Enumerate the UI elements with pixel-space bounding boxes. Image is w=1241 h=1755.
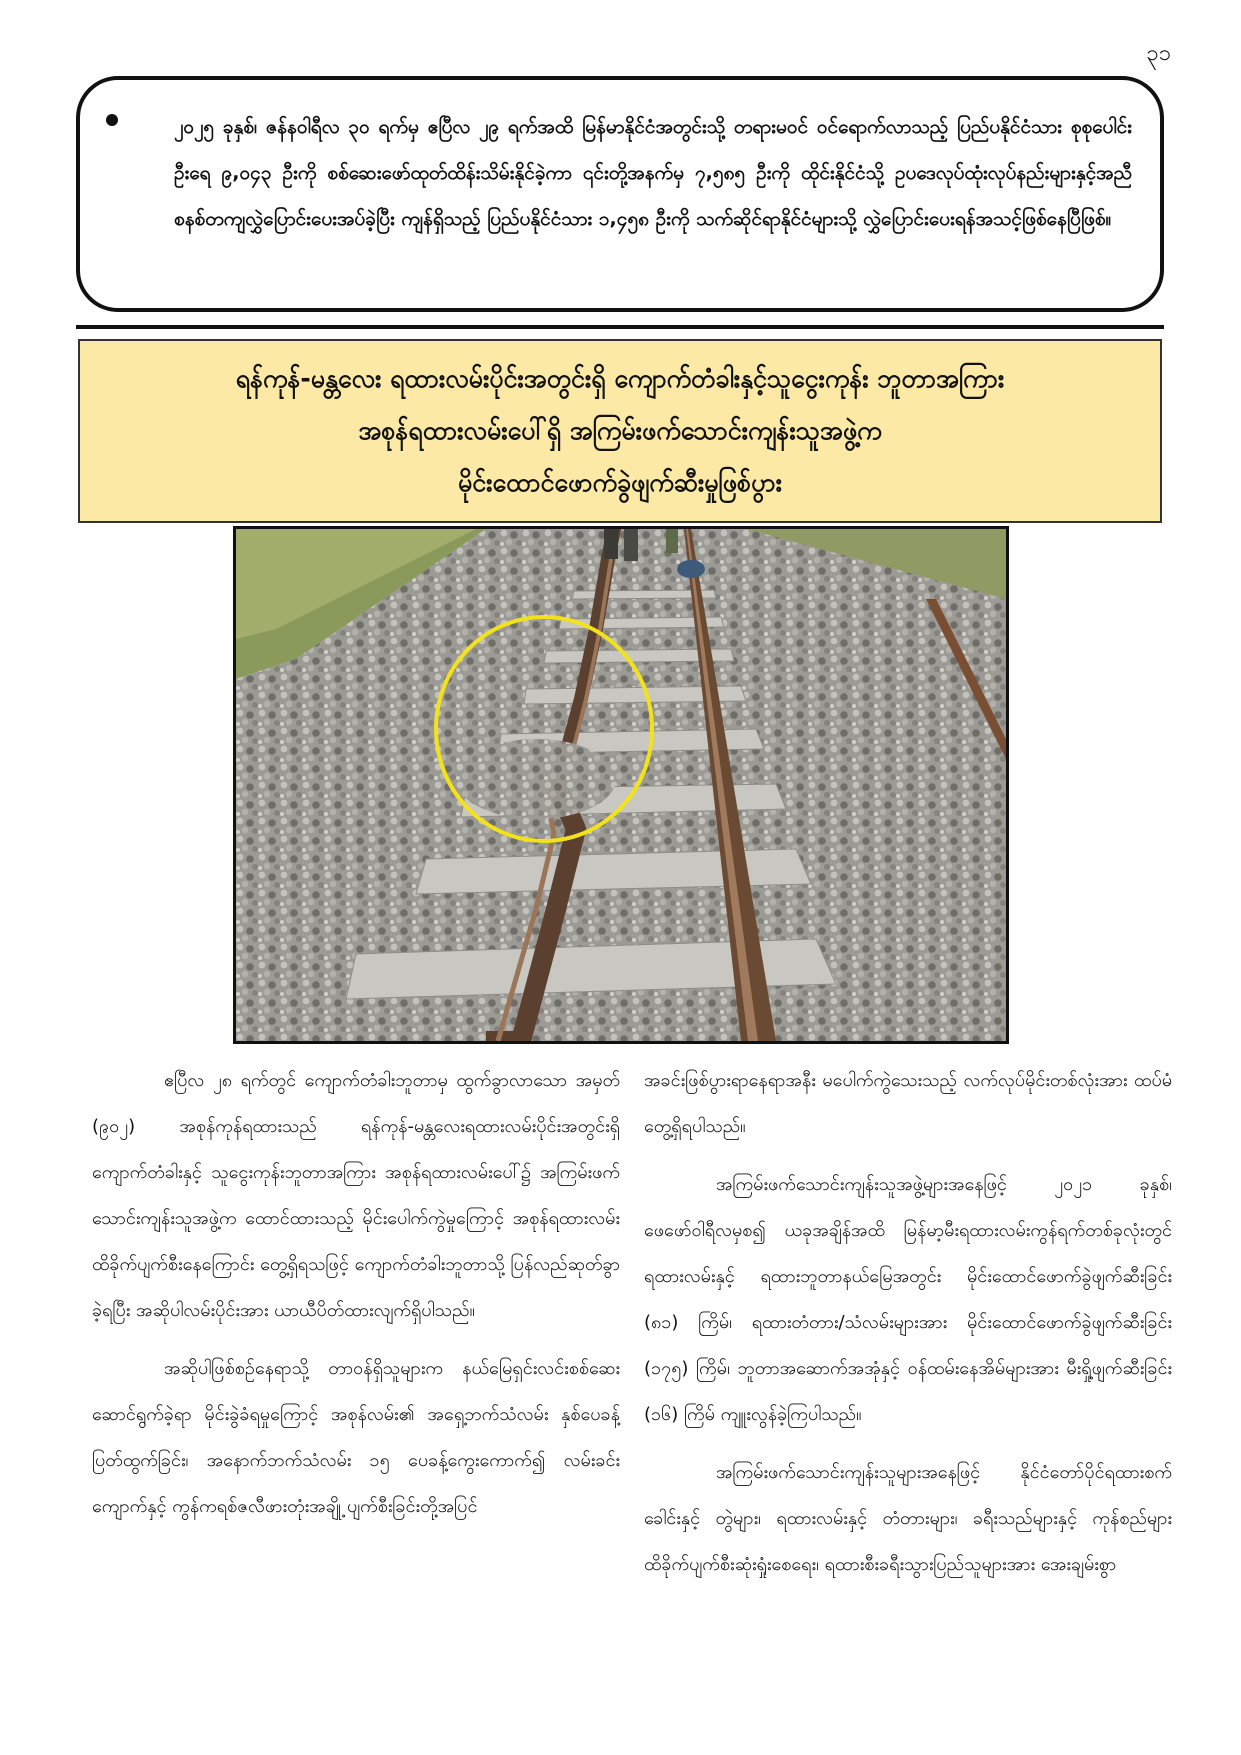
headline-box — [78, 339, 1162, 523]
headline-line-1: ရန်ကုန်-မန္တလေး ရထားလမ်းပိုင်းအတွင်းရှိ ကျောက်တံခါးနှင့်သူငွေးကုန်း ဘူတာအကြား — [235, 364, 1005, 393]
photo-derailed-rail-track-icon — [236, 529, 1006, 1041]
column-left — [92, 1058, 620, 1542]
page-number: ၃၁ — [1146, 41, 1171, 66]
paragraph-right-3: အကြမ်းဖက်သောင်းကျန်းသူများအနေဖြင့် နိုင်ငံတော်ပိုင်ရထားစက်ခေါင်းနှင့် တွဲများ၊ ရထားလမ်းနှင့် တံတားများ၊ ခရီးသည်များနှင့် ကုန်စည်များ ထိခိုက်ပျက်စီးဆုံးရှုံးစေရေး၊ ရထားစီးခရီးသွားပြည်သူများအား အေးချမ်းစွာ — [644, 1462, 1172, 1575]
paragraph-right-1: အခင်းဖြစ်ပွားရာနေရာအနီး မပေါက်ကွဲသေးသည့် လက်လုပ်မိုင်းတစ်လုံးအား ထပ်မံတွေ့ရှိရပါသည်။ — [644, 1070, 1172, 1137]
headline-line-3: မိုင်းထောင်ဖောက်ခွဲဖျက်ဆီးမှုဖြစ်ပွား — [458, 468, 782, 497]
column-right — [644, 1058, 1172, 1600]
headline — [236, 353, 1005, 509]
bullet-icon — [106, 114, 118, 126]
section-divider — [76, 325, 1164, 329]
paragraph-left-2: အဆိုပါဖြစ်စဉ်နေရာသို့ တာဝန်ရှိသူများက နယ်မြေရှင်းလင်းစစ်ဆေးဆောင်ရွက်ခဲ့ရာ မိုင်းခွဲခံရမှုကြောင့် အစုန်လမ်း၏ အရှေ့ဘက်သံလမ်း နှစ်ပေခန့်ပြတ်ထွက်ခြင်း၊ အနောက်ဘက်သံလမ်း ၁၅ ပေခန့်ကွေးကောက်၍ လမ်းခင်းကျောက်နှင့် ကွန်ကရစ်ဇလီဖားတုံးအချို့ ပျက်စီးခြင်းတို့အပြင် — [92, 1358, 620, 1517]
paragraph-left-1: ဧပြီလ ၂၈ ရက်တွင် ကျောက်တံခါးဘူတာမှ ထွက်ခွာလာသော အမှတ် (၉၀၂) အစုန်ကုန်ရထားသည် ရန်ကုန်-မန္တလေးရထားလမ်းပိုင်းအတွင်းရှိ ကျောက်တံခါးနှင့် သူငွေးကုန်းဘူတာအကြား အစုန်ရထားလမ်းပေါ်၌ အကြမ်းဖက်သောင်းကျန်းသူအဖွဲ့က ထောင်ထားသည့် မိုင်းပေါက်ကွဲမှုကြောင့် အစုန်ရထားလမ်းထိခိုက်ပျက်စီးနေကြောင်း တွေ့ရှိရသဖြင့် ကျောက်တံခါးဘူတာသို့ ပြန်လည်ဆုတ်ခွာခဲ့ရပြီး အဆိုပါလမ်းပိုင်းအား ယာယီပိတ်ထားလျက်ရှိပါသည်။ — [92, 1070, 620, 1321]
news-photo — [233, 526, 1009, 1044]
headline-line-2: အစုန်ရထားလမ်းပေါ်ရှိ အကြမ်းဖက်သောင်းကျန်းသူအဖွဲ့က — [358, 416, 882, 445]
paragraph-right-2: အကြမ်းဖက်သောင်းကျန်းသူအဖွဲ့များအနေဖြင့် ၂၀၂၁ ခုနှစ်၊ ဖေဖော်ဝါရီလမှစ၍ ယခုအချိန်အထိ မြန်မာ့မီးရထားလမ်းကွန်ရက်တစ်ခုလုံးတွင် ရထားလမ်းနှင့် ရထားဘူတာနယ်မြေအတွင်း မိုင်းထောင်ဖောက်ခွဲဖျက်ဆီးခြင်း (၈၁) ကြိမ်၊ ရထားတံတား/သံလမ်းများအား မိုင်းထောင်ဖောက်ခွဲဖျက်ဆီးခြင်း (၁၇၅) ကြိမ်၊ ဘူတာအဆောက်အအုံနှင့် ဝန်ထမ်းနေအိမ်များအား မီးရှို့ဖျက်ဆီးခြင်း (၁၆) ကြိမ် ကျူးလွန်ခဲ့ကြပါသည်။ — [644, 1174, 1172, 1425]
summary-box — [76, 76, 1164, 312]
summary-text: ၂၀၂၅ ခုနှစ်၊ ဇန်နဝါရီလ ၃၀ ရက်မှ ဧပြီလ ၂၉ ရက်အထိ မြန်မာနိုင်ငံအတွင်းသို့ တရားမဝင် ဝင်ရောက်လာသည့် ပြည်ပနိုင်ငံသား စုစုပေါင်းဦးရေ ၉,၀၄၃ ဦးကို စစ်ဆေးဖော်ထုတ်ထိန်းသိမ်းနိုင်ခဲ့ကာ ၎င်းတို့အနက်မှ ၇,၅၈၅ ဦးကို ထိုင်းနိုင်ငံသို့ ဥပဒေလုပ်ထုံးလုပ်နည်းများနှင့်အညီ စနစ်တကျလွှဲပြောင်းပေးအပ်ခဲ့ပြီး ကျန်ရှိသည့် ပြည်ပနိုင်ငံသား ၁,၄၅၈ ဦးကို သက်ဆိုင်ရာနိုင်ငံများသို့ လွှဲပြောင်းပေးရန်အသင့်ဖြစ်နေပြီဖြစ်။ — [174, 116, 1132, 230]
